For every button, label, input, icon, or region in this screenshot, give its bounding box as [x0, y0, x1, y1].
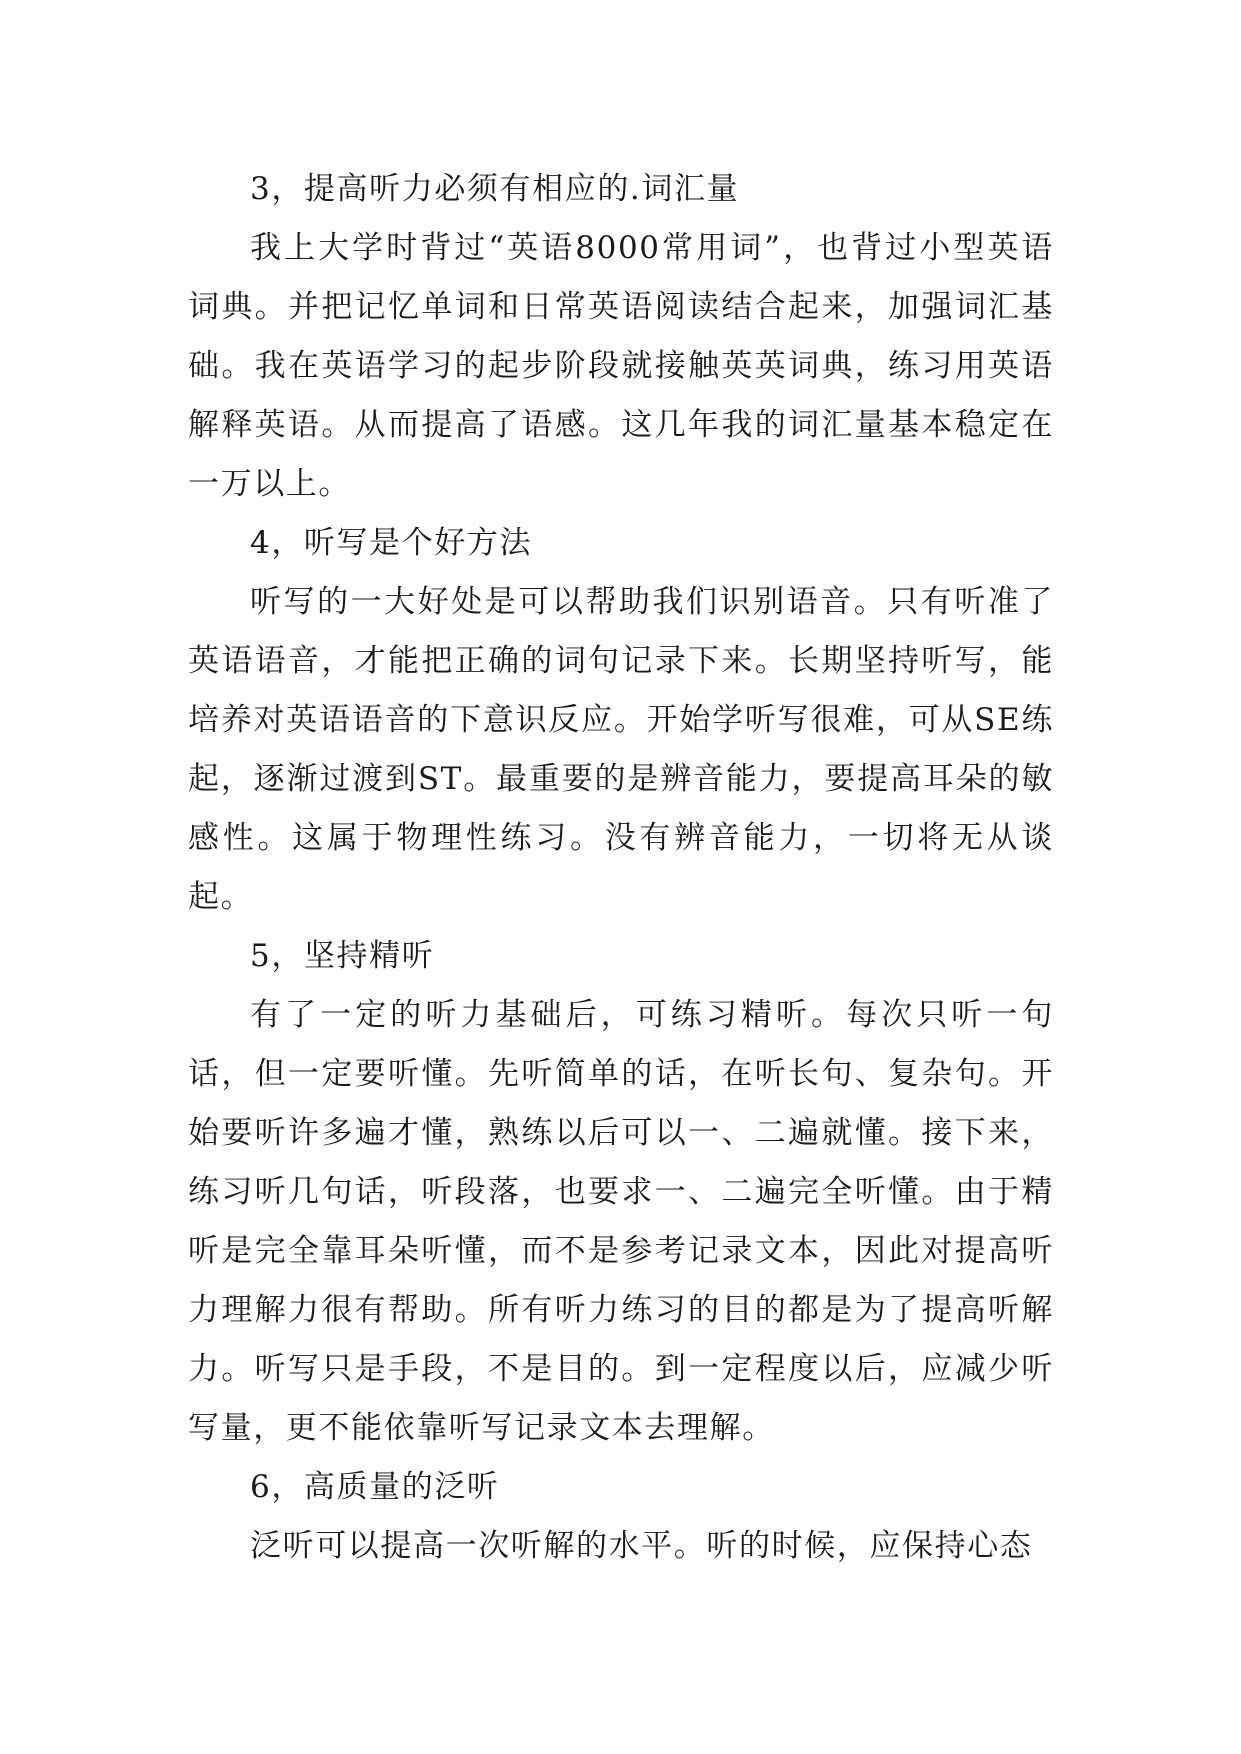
section-heading-dictation: 4，听写是个好方法 [250, 525, 533, 561]
section-heading-intensive-listening: 5，坚持精听 [250, 938, 435, 974]
document-body [188, 160, 1054, 1576]
section-heading-vocabulary: 3，提高听力必须有相应的.词汇量 [250, 171, 740, 207]
paragraph-intensive-listening: 有了一定的听力基础后，可练习精听。每次只听一句话，但一定要听懂。先听简单的话，在听长句、复杂句。开始要听许多遍才懂，熟练以后可以一、二遍就懂。接下来，练习听几句话，听段落，也要求一、二遍完全听懂。由于精听是完全靠耳朵听懂，而不是参考记录文本，因此对提高听力理解力很有帮助。所有听力练习的目的都是为了提高听解力。听写只是手段，不是目的。到一定程度以后，应减少听写量，更不能依靠听写记录文本去理解。 [188, 997, 1054, 1446]
section-heading-extensive-listening: 6，高质量的泛听 [250, 1469, 500, 1505]
paragraph-dictation: 听写的一大好处是可以帮助我们识别语音。只有听准了英语语音，才能把正确的词句记录下来。长期坚持听写，能培养对英语语音的下意识反应。开始学听写很难，可从SE练起，逐渐过渡到ST。最重要的是辨音能力，要提高耳朵的敏感性。这属于物理性练习。没有辨音能力，一切将无从谈起。 [188, 584, 1054, 915]
paragraph-extensive-listening: 泛听可以提高一次听解的水平。听的时候，应保持心态 [250, 1528, 1033, 1564]
paragraph-vocabulary: 我上大学时背过“英语8000常用词”，也背过小型英语词典。并把记忆单词和日常英语阅读结合起来，加强词汇基础。我在英语学习的起步阶段就接触英英词典，练习用英语解释英语。从而提高了语感。这几年我的词汇量基本稳定在一万以上。 [188, 230, 1054, 502]
